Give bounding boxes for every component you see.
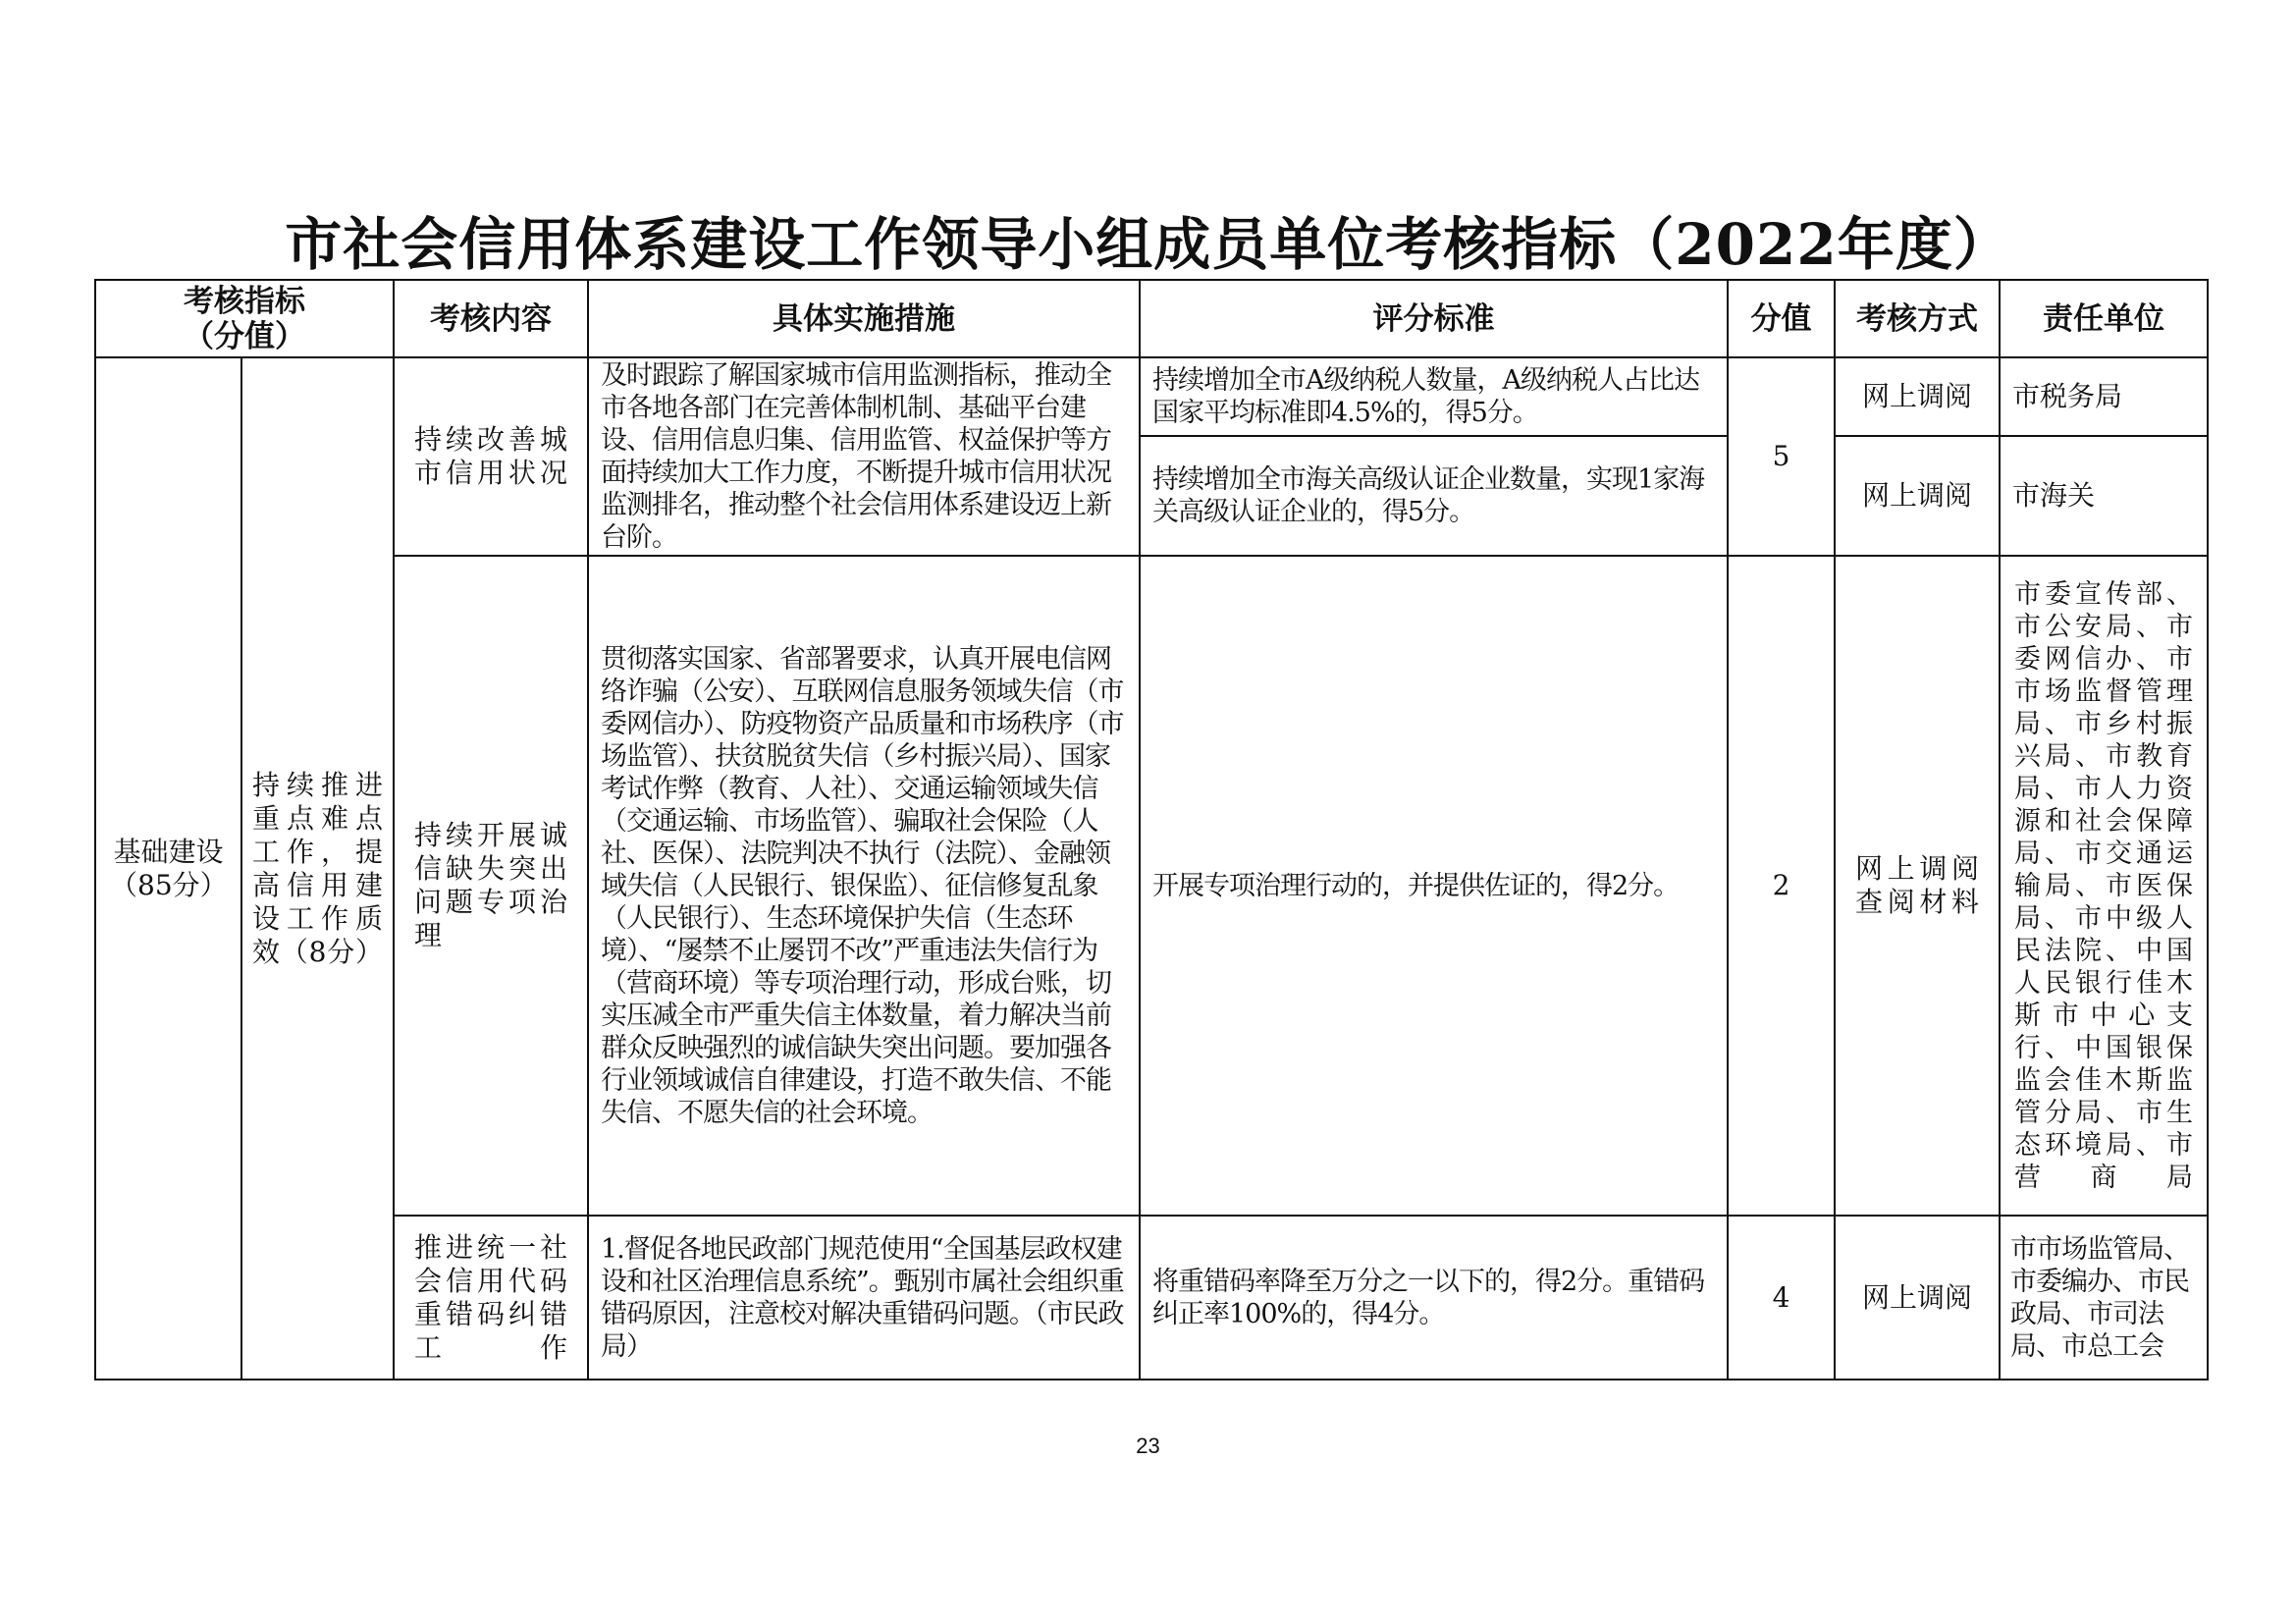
criteria-cell: 持续增加全市海关高级认证企业数量，实现1家海关高级认证企业的，得5分。 [1140, 436, 1728, 556]
header-method: 考核方式 [1835, 280, 2000, 357]
table-header-row [95, 280, 2208, 357]
table-row [95, 1216, 2208, 1380]
header-score: 分值 [1728, 280, 1835, 357]
score-cell: 5 [1728, 357, 1835, 556]
header-criteria: 评分标准 [1140, 280, 1728, 357]
criteria-cell: 持续增加全市A级纳税人数量，A级纳税人占比达国家平均标准即4.5%的，得5分。 [1140, 357, 1728, 436]
content-cell: 持续开展诚信缺失突出问题专项治理 [394, 556, 588, 1216]
measures-cell: 1.督促各地民政部门规范使用“全国基层政权建设和社区治理信息系统”。甄别市属社会组织重错码原因，注意校对解决重错码问题。（市民政局） [588, 1216, 1140, 1380]
method-cell: 网上调阅 [1835, 436, 2000, 556]
unit-cell: 市委宣传部、市公安局、市委网信办、市市场监督管理局、市乡村振兴局、市教育局、市人力资源和社会保障局、市交通运输局、市医保局、市中级人民法院、中国人民银行佳木斯市中心支行、中国银保监会佳木斯监管分局、市生态环境局、市营商局 [2000, 556, 2208, 1216]
unit-cell: 市税务局 [2000, 357, 2208, 436]
header-measures: 具体实施措施 [588, 280, 1140, 357]
method-cell: 网上调阅 [1835, 1216, 2000, 1380]
criteria-cell: 开展专项治理行动的，并提供佐证的，得2分。 [1140, 556, 1728, 1216]
category-main: 基础建设（85分） [95, 357, 241, 1380]
header-unit: 责任单位 [2000, 280, 2208, 357]
page-title: 市社会信用体系建设工作领导小组成员单位考核指标（2022年度） [285, 211, 2011, 278]
category-sub: 持续推进重点难点工作，提高信用建设工作质效（8分） [241, 357, 394, 1380]
unit-cell: 市市场监管局、市委编办、市民政局、市司法局、市总工会 [2000, 1216, 2208, 1380]
table-row [95, 357, 2208, 436]
unit-cell: 市海关 [2000, 436, 2208, 556]
score-cell: 2 [1728, 556, 1835, 1216]
assessment-table [94, 279, 2209, 1380]
method-cell: 网上调阅 [1835, 357, 2000, 436]
content-cell: 持续改善城市信用状况 [394, 357, 588, 556]
method-cell: 网上调阅查阅材料 [1835, 556, 2000, 1216]
header-content: 考核内容 [394, 280, 588, 357]
score-cell: 4 [1728, 1216, 1835, 1380]
measures-cell: 及时跟踪了解国家城市信用监测指标，推动全市各地各部门在完善体制机制、基础平台建设、信用信息归集、信用监管、权益保护等方面持续加大工作力度，不断提升城市信用状况监测排名，推动整个社会信用体系建设迈上新台阶。 [588, 357, 1140, 556]
criteria-cell: 将重错码率降至万分之一以下的，得2分。重错码纠正率100%的，得4分。 [1140, 1216, 1728, 1380]
header-indicator-line1: 考核指标 [184, 283, 305, 319]
header-indicator [95, 280, 394, 357]
table-row [95, 556, 2208, 1216]
content-cell: 推进统一社会信用代码重错码纠错工作 [394, 1216, 588, 1380]
header-indicator-line2: （分值） [184, 318, 305, 354]
page-number: 23 [1136, 1434, 1160, 1458]
measures-cell: 贯彻落实国家、省部署要求，认真开展电信网络诈骗（公安）、互联网信息服务领域失信（市委网信办）、防疫物资产品质量和市场秩序（市场监管）、扶贫脱贫失信（乡村振兴局）、国家考试作弊（教育、人社）、交通运输领域失信（交通运输、市场监管）、骗取社会保险（人社、医保）、法院判决不执行（法院）、金融领域失信（人民银行、银保监）、征信修复乱象（人民银行）、生态环境保护失信（生态环境）、“屡禁不止屡罚不改”严重违法失信行为（营商环境）等专项治理行动，形成台账，切实压减全市严重失信主体数量，着力解决当前群众反映强烈的诚信缺失突出问题。要加强各行业领域诚信自律建设，打造不敢失信、不能失信、不愿失信的社会环境。 [588, 556, 1140, 1216]
